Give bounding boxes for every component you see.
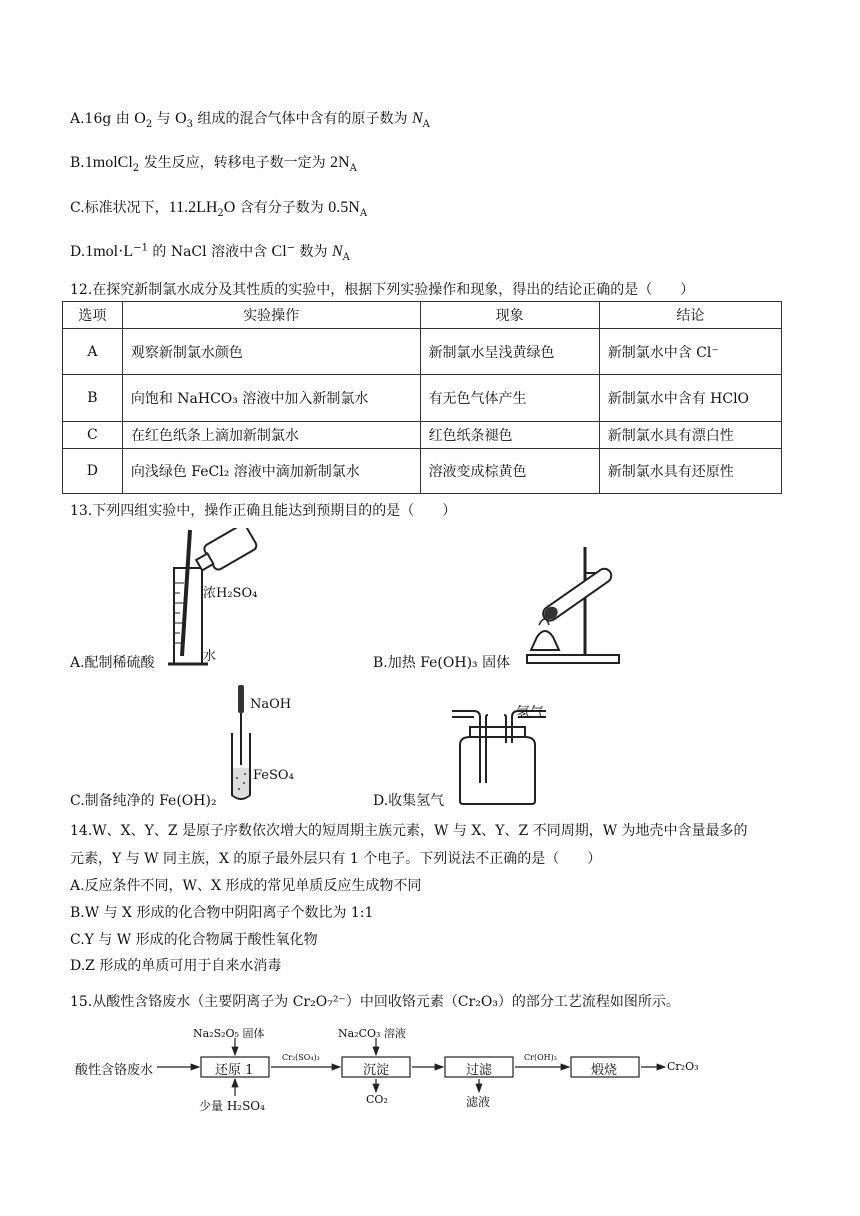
q14-stem-line2: 元素，Y 与 W 同主族，X 的原子最外层只有 1 个电子。下列说法不正确的是（ ）: [70, 851, 602, 867]
table-header-row: [63, 302, 782, 329]
q13-option-b: B.加热 Fe(OH)₃ 固体: [373, 655, 511, 671]
figure-a-water-label: 水: [203, 649, 217, 664]
process-flow-diagram: [75, 1024, 775, 1114]
flow-arrow-croh3: Cr(OH)₃: [524, 1053, 557, 1062]
q14-option-c: C.Y 与 W 形成的化合物属于酸性氧化物: [70, 932, 318, 948]
figure-heat-solid: [515, 545, 620, 667]
header-operation: 实验操作: [122, 302, 420, 329]
table-row: B 向饱和 NaHCO₃ 溶液中加入新制氯水 有无色气体产生 新制氯水中含有 HClO: [63, 375, 782, 422]
q13-stem: 13.下列四组实验中，操作正确且能达到预期目的的是（ ）: [70, 503, 457, 519]
flow-reagent-h2so4: 少量 H₂SO₄: [199, 1099, 265, 1113]
table-row: C 在红色纸条上滴加新制氯水 红色纸条褪色 新制氯水具有漂白性: [63, 422, 782, 449]
q14-stem-line1: 14.W、X、Y、Z 是原子序数依次增大的短周期主族元素，W 与 X、Y、Z 不同周期，W 为地壳中含量最多的: [70, 823, 748, 839]
flow-input: 酸性含铬废水: [75, 1063, 154, 1078]
q12-table: [62, 301, 782, 494]
q13-option-d: D.收集氢气: [373, 793, 445, 809]
flow-box-calcine: 煅烧: [591, 1063, 618, 1078]
figure-d-hydrogen-label: 氢气: [516, 705, 544, 721]
header-option: 选项: [63, 302, 123, 329]
table-row: A 观察新制氯水颜色 新制氯水呈浅黄绿色 新制氯水中含 Cl⁻: [63, 329, 782, 375]
q15-stem: 15.从酸性含铬废水（主要阴离子为 Cr₂O₇²⁻）中回收铬元素（Cr₂O₃）的部分工艺流程如图所示。: [70, 994, 680, 1010]
table-row: D 向浅绿色 FeCl₂ 溶液中滴加新制氯水 溶液变成棕黄色 新制氯水具有还原性: [63, 449, 782, 494]
q11-option-d: $D.1mol\cdot L^{-1}$ 的 NaCl 溶液中含 Cl− 数为 $N_A$: [70, 242, 350, 263]
q11-option-c: C.标准状况下，$11.2LH_2O$ 含有分子数为 $0.5N_A$: [70, 199, 368, 219]
figure-a-acid-label: 浓H₂SO₄: [203, 586, 258, 601]
q14-option-a: A.反应条件不同，W、X 形成的常见单质反应生成物不同: [70, 878, 422, 894]
flow-product-filtrate: 滤液: [466, 1095, 491, 1109]
header-conclusion: 结论: [599, 302, 781, 329]
flow-product-co2: CO₂: [366, 1093, 388, 1106]
flow-arrow-cr2so43: Cr₂(SO₄)₃: [282, 1053, 320, 1062]
q11-option-a: A.16g 由 $O_2$ 与 $O_3$ 组成的混合气体中含有的原子数为 $N_A$: [70, 110, 430, 130]
q14-option-d: D.Z 形成的单质可用于自来水消毒: [70, 958, 282, 974]
q13-option-c: C.制备纯净的 Fe(OH)₂: [70, 793, 217, 809]
figure-c-feso4-label: FeSO₄: [253, 768, 294, 783]
q14-option-b: B.W 与 X 形成的化合物中阴阳离子个数比为 1:1: [70, 905, 374, 921]
flow-output-cr2o3: Cr₂O₃: [667, 1060, 699, 1073]
q11-option-b: B.1molCl$_2$ 发生反应，转移电子数一定为 $2N_A$: [70, 154, 357, 174]
flow-box-filter: 过滤: [466, 1063, 493, 1078]
figure-c-naoh-label: NaOH: [250, 697, 292, 712]
header-phenomenon: 现象: [420, 302, 599, 329]
flow-reagent-na2co3: Na₂CO₃ 溶液: [338, 1027, 406, 1040]
q12-stem: 12.在探究新制氯水成分及其性质的实验中，根据下列实验操作和现象，得出的结论正确的是（ ）: [70, 282, 695, 298]
q13-option-a: A.配制稀硫酸: [70, 655, 155, 671]
flow-box-precipitate: 沉淀: [363, 1063, 390, 1078]
flow-box-reduce: 还原 1: [215, 1063, 254, 1078]
flow-reagent-na2s2o5: Na₂S₂O₅ 固体: [193, 1027, 265, 1040]
